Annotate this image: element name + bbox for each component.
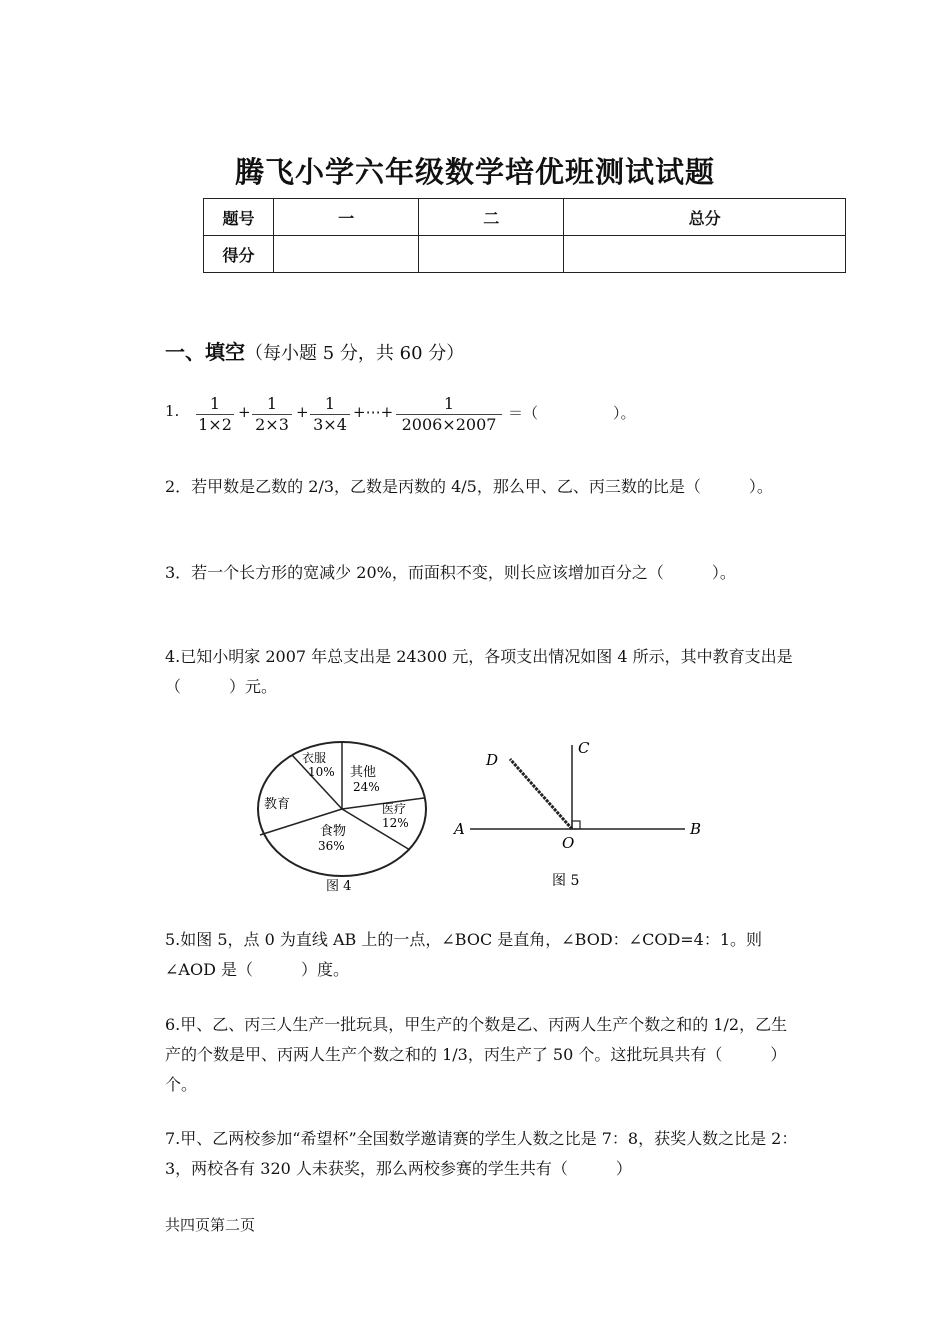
score-cell-total[interactable] [564, 236, 846, 273]
fraction-denominator: 3×4 [313, 415, 347, 434]
fraction-numerator: 1 [443, 394, 455, 413]
header-cell-part-2: 二 [419, 199, 564, 236]
q1-op-1: + [238, 403, 251, 421]
section-title: 一、填空 [165, 340, 245, 364]
fraction-numerator: 1 [209, 394, 221, 413]
q1-number: 1. [165, 402, 180, 420]
q1-op-3: +⋯+ [353, 403, 394, 421]
score-table-header-row [204, 199, 846, 236]
point-label-b: B [690, 820, 702, 838]
fraction-denominator: 1×2 [198, 415, 232, 434]
point-label-c: C [578, 739, 590, 757]
section-heading [165, 336, 464, 365]
question-5: 5.如图 5，点 0 为直线 AB 上的一点，∠BOC 是直角，∠BOD：∠COD=4：1。则∠AOD 是（ ）度。 [165, 930, 763, 979]
ray-od [510, 759, 572, 829]
slice-value-clothes: 10% [308, 765, 335, 779]
fraction-numerator: 1 [266, 394, 278, 413]
page-title: 腾飞小学六年级数学培优班测试试题 [234, 155, 715, 189]
slice-label-other: 其他 [350, 765, 377, 780]
slice-label-education: 教育 [264, 797, 291, 812]
slice-value-medical: 12% [382, 816, 409, 830]
score-table [203, 198, 846, 273]
header-cell-part-1: 一 [274, 199, 419, 236]
question-4: 4.已知小明家 2007 年总支出是 24300 元，各项支出情况如图 4 所示，其中教育支出是（ ）元。 [165, 647, 793, 696]
figure-4-caption: 图 4 [326, 879, 352, 894]
row-label-score: 得分 [204, 236, 274, 273]
slice-label-medical: 医疗 [382, 802, 407, 816]
q1-fraction-2 [252, 394, 292, 435]
figure-4-pie-chart [250, 740, 440, 900]
section-note: （每小题 5 分，共 60 分） [245, 343, 465, 364]
header-cell-question-no: 题号 [204, 199, 274, 236]
q1-fraction-3 [310, 394, 350, 435]
question-7: 7.甲、乙两校参加“希望杯”全国数学邀请赛的学生人数之比是 7：8，获奖人数之比是 2：3，两校各有 320 人未获奖，那么两校参赛的学生共有（ ） [165, 1129, 798, 1178]
slice-value-other: 24% [353, 780, 380, 794]
fraction-denominator: 2006×2007 [401, 415, 497, 434]
point-label-o: O [562, 834, 575, 852]
score-cell-part-1[interactable] [274, 236, 419, 273]
slice-label-clothes: 衣服 [302, 751, 327, 765]
question-2: 2．若甲数是乙数的 2/3，乙数是丙数的 4/5，那么甲、乙、丙三数的比是（ ）。 [165, 477, 773, 496]
fraction-numerator: 1 [324, 394, 336, 413]
q1-answer-blank[interactable]: ＝（ ）。 [508, 404, 636, 422]
figure-5-caption: 图 5 [552, 873, 580, 889]
score-cell-part-2[interactable] [419, 236, 564, 273]
right-angle-mark [572, 821, 580, 829]
page-footer: 共四页第二页 [165, 1216, 256, 1234]
figure-5-angle-diagram [450, 735, 720, 895]
score-table-score-row [204, 236, 846, 273]
header-cell-total: 总分 [564, 199, 846, 236]
fraction-denominator: 2×3 [255, 415, 289, 434]
question-6: 6.甲、乙、丙三人生产一批玩具，甲生产的个数是乙、丙两人生产个数之和的 1/2，乙生产的个数是甲、丙两人生产个数之和的 1/3，丙生产了 50 个。这批玩具共有（ ）个。 [165, 1015, 788, 1094]
slice-label-food: 食物 [320, 824, 347, 839]
q1-fraction-1 [196, 394, 234, 435]
q1-op-2: + [296, 403, 309, 421]
q1-fraction-4 [396, 394, 502, 435]
point-label-a: A [454, 820, 465, 838]
point-label-d: D [486, 751, 499, 769]
question-3: 3．若一个长方形的宽减少 20%，而面积不变，则长应该增加百分之（ ）。 [165, 563, 736, 582]
slice-value-food: 36% [318, 839, 345, 853]
